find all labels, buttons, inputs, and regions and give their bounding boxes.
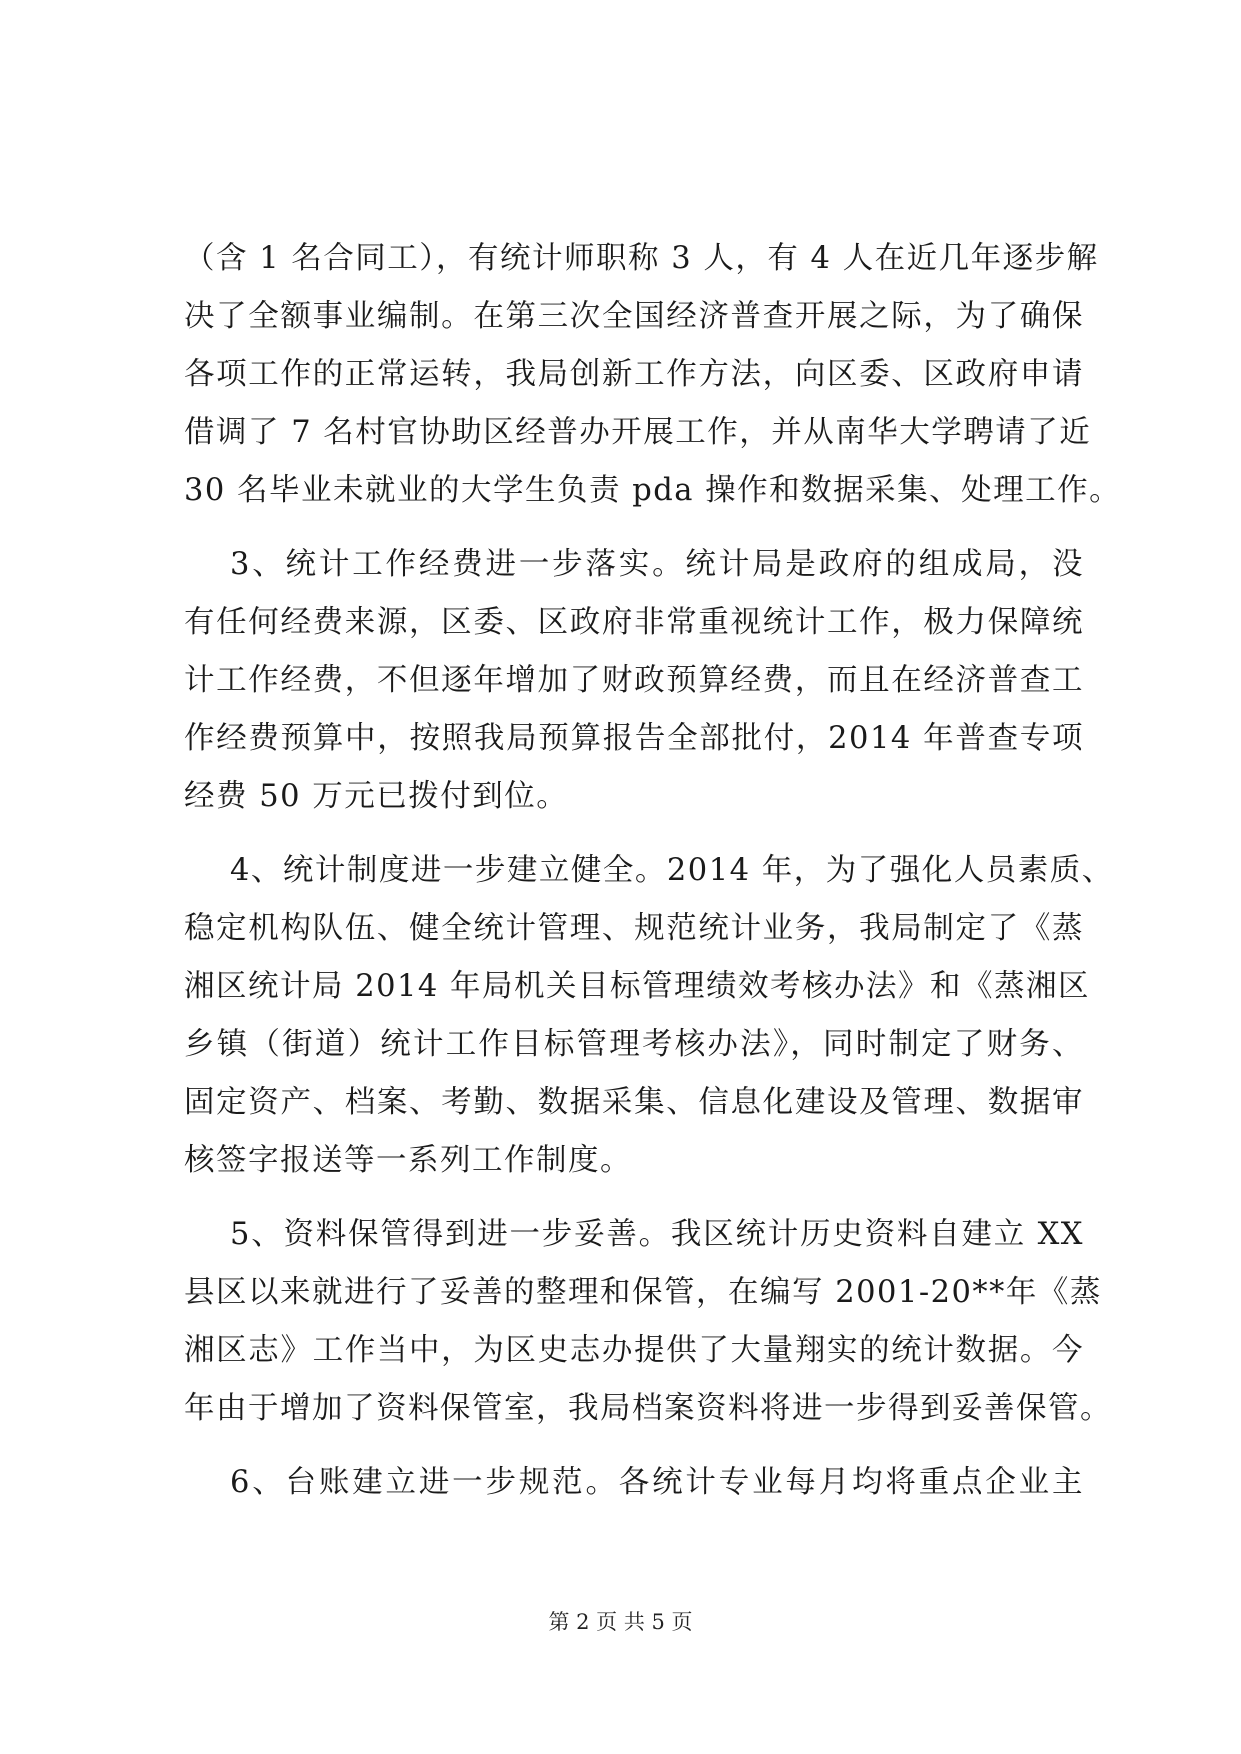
- paragraph: [184, 536, 1084, 826]
- paragraph: [184, 1206, 1112, 1438]
- paragraph: [184, 230, 1122, 520]
- text-line: 经费 50 万元已拨付到位。: [184, 779, 569, 814]
- text-line: 作经费预算中，按照我局预算报告全部批付，2014 年普查专项: [184, 721, 1084, 756]
- document-body: [184, 230, 1122, 1512]
- text-line: （含 1 名合同工），有统计师职称 3 人，有 4 人在近几年逐步解: [184, 241, 1099, 276]
- text-line: 有任何经费来源，区委、区政府非常重视统计工作，极力保障统: [184, 605, 1084, 640]
- text-line: 6、台账建立进一步规范。各统计专业每月均将重点企业主: [230, 1465, 1084, 1500]
- paragraph: [184, 1454, 1084, 1512]
- text-line: 3、统计工作经费进一步落实。统计局是政府的组成局，没: [230, 547, 1084, 582]
- text-line: 决了全额事业编制。在第三次全国经济普查开展之际，为了确保: [184, 299, 1084, 334]
- page-number-footer: 第 2 页 共 5 页: [548, 1610, 693, 1634]
- text-line: 5、资料保管得到进一步妥善。我区统计历史资料自建立 XX: [230, 1217, 1084, 1252]
- text-line: 湘区志》工作当中，为区史志办提供了大量翔实的统计数据。今: [184, 1333, 1084, 1368]
- text-line: 年由于增加了资料保管室，我局档案资料将进一步得到妥善保管。: [184, 1391, 1112, 1426]
- text-line: 借调了 7 名村官协助区经普办开展工作，并从南华大学聘请了近: [184, 415, 1092, 450]
- text-line: 稳定机构队伍、健全统计管理、规范统计业务，我局制定了《蒸: [184, 911, 1084, 946]
- text-line: 固定资产、档案、考勤、数据采集、信息化建设及管理、数据审: [184, 1085, 1084, 1120]
- text-line: 4、统计制度进一步建立健全。2014 年，为了强化人员素质、: [230, 853, 1114, 888]
- text-line: 30 名毕业未就业的大学生负责 pda 操作和数据采集、处理工作。: [184, 473, 1122, 508]
- text-line: 乡镇（街道）统计工作目标管理考核办法》，同时制定了财务、: [184, 1027, 1084, 1062]
- text-line: 县区以来就进行了妥善的整理和保管，在编写 2001-20**年《蒸: [184, 1275, 1102, 1310]
- text-line: 核签字报送等一系列工作制度。: [184, 1143, 632, 1178]
- text-line: 湘区统计局 2014 年局机关目标管理绩效考核办法》和《蒸湘区: [184, 969, 1091, 1004]
- paragraph: [184, 842, 1114, 1190]
- text-line: 各项工作的正常运转，我局创新工作方法，向区委、区政府申请: [184, 357, 1084, 392]
- text-line: 计工作经费，不但逐年增加了财政预算经费，而且在经济普查工: [184, 663, 1084, 698]
